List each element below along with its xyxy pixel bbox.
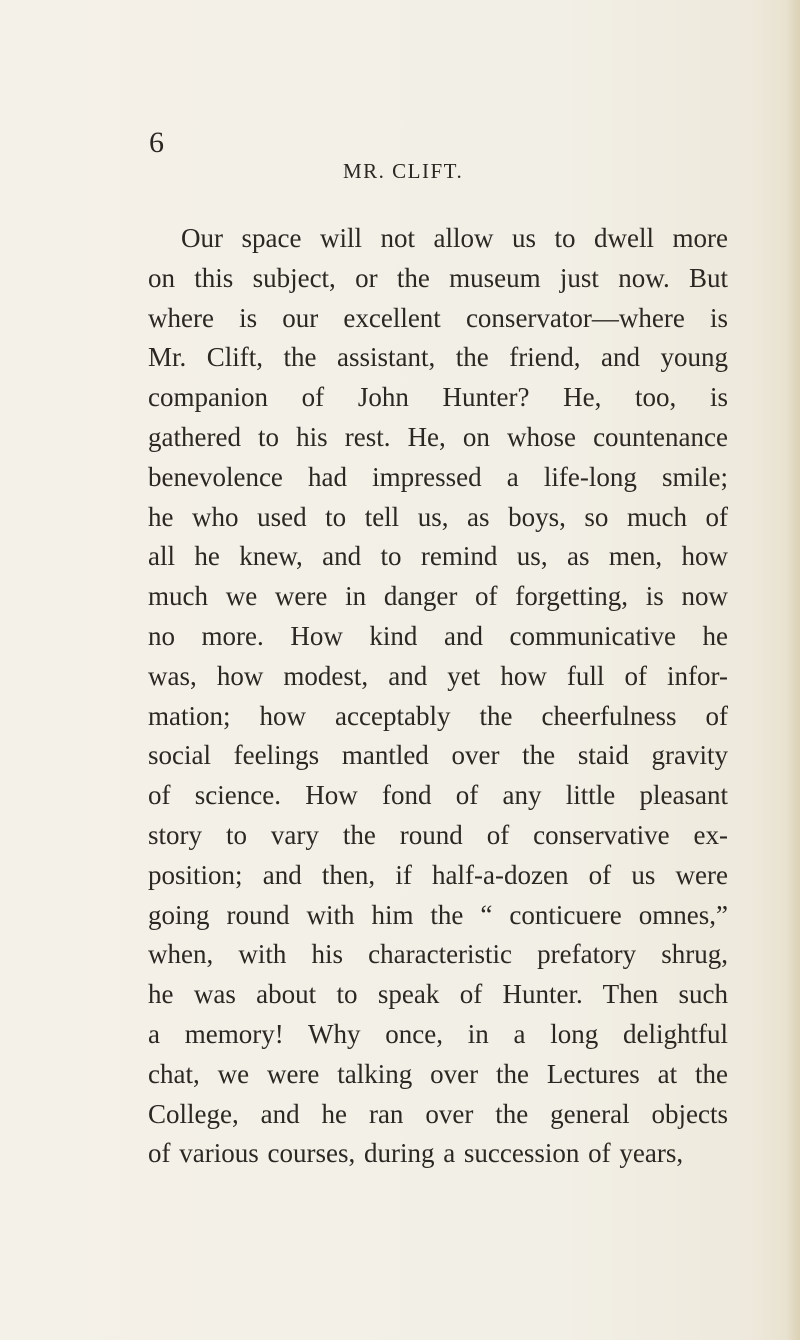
text-line: going round with him the “ conticuere omnes,” [148, 899, 728, 930]
text-line: he who used to tell us, as boys, so much of [148, 501, 728, 532]
text-line: social feelings mantled over the staid gravity [148, 740, 728, 771]
text-line: on this subject, or the museum just now. But [148, 262, 728, 293]
text-line: he was about to speak of Hunter. Then such [148, 979, 728, 1010]
text-line: much we were in danger of forgetting, is now [148, 581, 728, 612]
text-line: College, and he ran over the general objects [148, 1098, 728, 1129]
text-line: Our space will not allow us to dwell more [181, 223, 728, 253]
text-line: was, how modest, and yet how full of infor- [148, 660, 728, 691]
text-line: all he knew, and to remind us, as men, how [148, 541, 728, 572]
text-line: story to vary the round of conservative ex- [148, 819, 728, 850]
text-line: benevolence had impressed a life-long smile; [148, 461, 728, 492]
text-line: where is our excellent conservator—where is [148, 302, 728, 333]
text-line: position; and then, if half-a-dozen of us were [148, 859, 728, 890]
text-line: when, with his characteristic prefatory shrug, [148, 939, 728, 970]
text-line: companion of John Hunter? He, too, is [148, 382, 728, 413]
page-number: 6 [149, 126, 164, 159]
text-line: a memory! Why once, in a long delightful [148, 1018, 728, 1049]
text-line: gathered to his rest. He, on whose countenance [148, 421, 728, 452]
text-line: Mr. Clift, the assistant, the friend, and young [148, 342, 728, 373]
body-text [148, 219, 728, 1174]
text-line: mation; how acceptably the cheerfulness of [148, 700, 728, 731]
text-line: no more. How kind and communicative he [148, 620, 728, 651]
page-edge-shadow [786, 0, 800, 1340]
text-line: chat, we were talking over the Lectures at the [148, 1058, 728, 1089]
text-line: of various courses, during a succession of years, [148, 1138, 684, 1169]
text-line: of science. How fond of any little pleasant [148, 780, 728, 811]
running-head: MR. CLIFT. [343, 159, 464, 183]
